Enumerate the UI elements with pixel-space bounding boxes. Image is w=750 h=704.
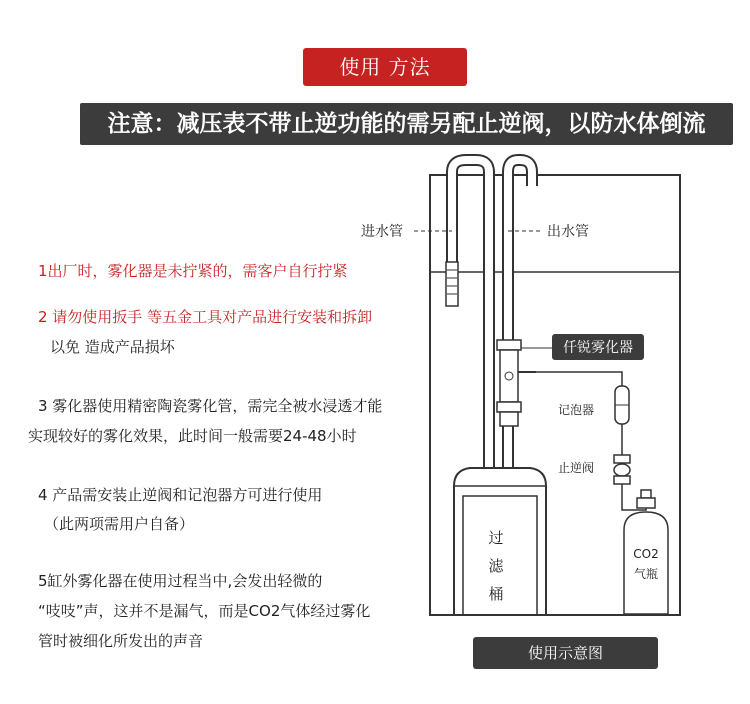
inlet-label: 进水管 [361, 224, 403, 240]
inlet-pipe [452, 160, 489, 470]
instruction-1-line-1: 1出厂时，雾化器是未拧紧的，需客户自行拧紧 [38, 262, 348, 280]
check-valve [614, 455, 630, 484]
instruction-2-line-2: 以免 造成产品损坏 [50, 338, 175, 356]
co2-label-line-1: CO2 [633, 547, 659, 561]
instruction-4-line-1: 4 产品需安装止逆阀和记泡器方可进行使用 [38, 486, 323, 504]
outlet-label: 出水管 [547, 224, 589, 240]
instruction-5-line-3: 管时被细化所发出的声音 [38, 632, 204, 650]
diffuser-label: 仟锐雾化器 [563, 340, 633, 356]
instruction-4-line-2: （此两项需用户自备） [44, 515, 195, 533]
notice-banner: 注意：减压表不带止逆功能的需另配止逆阀，以防水体倒流 [80, 103, 733, 145]
filter-label-3: 桶 [488, 585, 504, 603]
bubble-counter [615, 386, 629, 424]
instruction-5-line-2: “吱吱”声，这并不是漏气，而是CO2气体经过雾化 [38, 602, 371, 620]
filter-label-2: 滤 [488, 557, 504, 575]
instruction-3-line-2: 实现较好的雾化效果，此时间一般需要24-48小时 [28, 427, 357, 445]
co2-label-line-2: 气瓶 [633, 567, 659, 581]
instruction-5-line-1: 5缸外雾化器在使用过程当中,会发出轻微的 [38, 572, 323, 590]
inline-diffuser [497, 340, 536, 426]
filter-label-1: 过 [488, 529, 504, 547]
instruction-3-line-1: 3 雾化器使用精密陶瓷雾化管，需完全被水浸透才能 [38, 397, 383, 415]
diagram-caption: 使用示意图 [473, 637, 658, 669]
inlet-strainer [446, 262, 458, 306]
instruction-2-line-1: 2 请勿使用扳手 等五金工具对产品进行安装和拆卸 [38, 308, 373, 326]
title-badge: 使用 方法 [303, 48, 467, 86]
check-valve-label: 止逆阀 [558, 461, 595, 475]
co2-tube-upper [536, 372, 622, 386]
bubble-counter-label: 记泡器 [558, 403, 595, 417]
